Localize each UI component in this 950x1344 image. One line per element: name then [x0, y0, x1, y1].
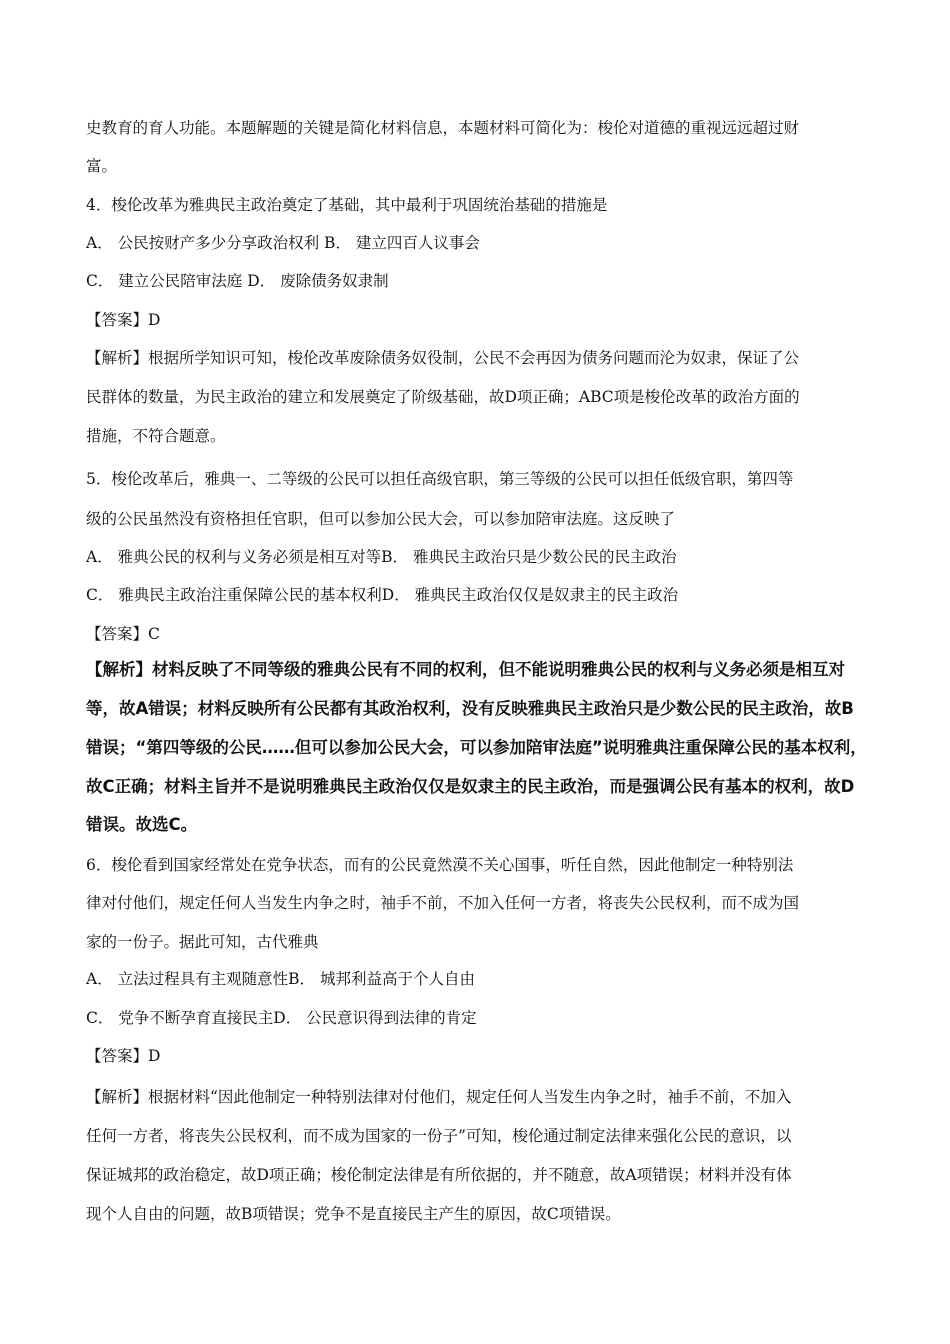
question-4-answer: 【答案】D — [86, 311, 161, 329]
question-6-stem: 律对付他们，规定任何人当发生内争之时，袖手不前，不加入任何一方者，将丧失公民权利，而不成为国 — [86, 894, 800, 912]
question-5-stem: 级的公民虽然没有资格担任官职，但可以参加公民大会，可以参加陪审法庭。这反映了 — [86, 510, 676, 528]
question-5-options-cd: C． 雅典民主政治注重保障公民的基本权利D． 雅典民主政治仅仅是奴隶主的民主政治 — [86, 586, 679, 604]
question-4-analysis: 民群体的数量，为民主政治的建立和发展奠定了阶级基础，故D项正确；ABC项是梭伦改革的政治方面的 — [86, 388, 800, 406]
question-6-analysis: 任何一方者，将丧失公民权利，而不成为国家的一份子”可知，梭伦通过制定法律来强化公民的意识，以 — [86, 1127, 792, 1145]
question-5-analysis: 错误。故选C。 — [86, 815, 198, 834]
question-4-analysis: 措施，不符合题意。 — [86, 427, 226, 445]
question-5-analysis: 错误；“第四等级的公民……但可以参加公民大会，可以参加陪审法庭”说明雅典注重保障公民的基本权利， — [86, 738, 867, 757]
question-5-analysis: 【解析】材料反映了不同等级的雅典公民有不同的权利，但不能说明雅典公民的权利与义务必须是相互对 — [86, 660, 845, 679]
question-5-options-ab: A． 雅典公民的权利与义务必须是相互对等B． 雅典民主政治只是少数公民的民主政治 — [86, 548, 677, 566]
question-6-options-cd: C． 党争不断孕育直接民主D． 公民意识得到法律的肯定 — [86, 1009, 477, 1027]
question-5-analysis: 故C正确；材料主旨并不是说明雅典民主政治仅仅是奴隶主的民主政治，而是强调公民有基本的权利，故D — [86, 777, 855, 796]
question-4-options-cd: C． 建立公民陪审法庭 D． 废除债务奴隶制 — [86, 272, 389, 290]
question-5-stem: 5．梭伦改革后，雅典一、二等级的公民可以担任高级官职，第三等级的公民可以担任低级官职，第四等 — [86, 470, 794, 488]
question-5-answer: 【答案】C — [86, 625, 160, 643]
question-4-stem: 4．梭伦改革为雅典民主政治奠定了基础，其中最利于巩固统治基础的措施是 — [86, 196, 608, 214]
question-4-options-ab: A． 公民按财产多少分享政治权利 B． 建立四百人议事会 — [86, 234, 480, 252]
question-6-stem: 家的一份子。据此可知，古代雅典 — [86, 933, 319, 951]
question-6-analysis: 现个人自由的问题，故B项错误；党争不是直接民主产生的原因，故C项错误。 — [86, 1205, 621, 1223]
question-5-analysis: 等，故A错误；材料反映所有公民都有其政治权利，没有反映雅典民主政治只是少数公民的民主政治，故B — [86, 699, 854, 718]
question-6-analysis: 保证城邦的政治稳定，故D项正确；梭伦制定法律是有所依据的，并不随意，故A项错误；材料并没有体 — [86, 1166, 792, 1184]
question-6-answer: 【答案】D — [86, 1047, 161, 1065]
question-4-analysis: 【解析】根据所学知识可知，梭伦改革废除债务奴役制，公民不会再因为债务问题而沦为奴隶，保证了公 — [86, 349, 800, 367]
question-6-options-ab: A． 立法过程具有主观随意性B． 城邦利益高于个人自由 — [86, 970, 475, 988]
text-line: 史教育的育人功能。本题解题的关键是简化材料信息，本题材料可简化为：梭伦对道德的重视远远超过财 — [86, 119, 800, 137]
question-6-stem: 6．梭伦看到国家经常处在党争状态，而有的公民竟然漠不关心国事，听任自然，因此他制定一种特别法 — [86, 856, 794, 874]
question-6-analysis: 【解析】根据材料“因此他制定一种特别法律对付他们，规定任何人当发生内争之时，袖手不前，不加入 — [86, 1088, 792, 1106]
text-line: 富。 — [86, 157, 118, 175]
